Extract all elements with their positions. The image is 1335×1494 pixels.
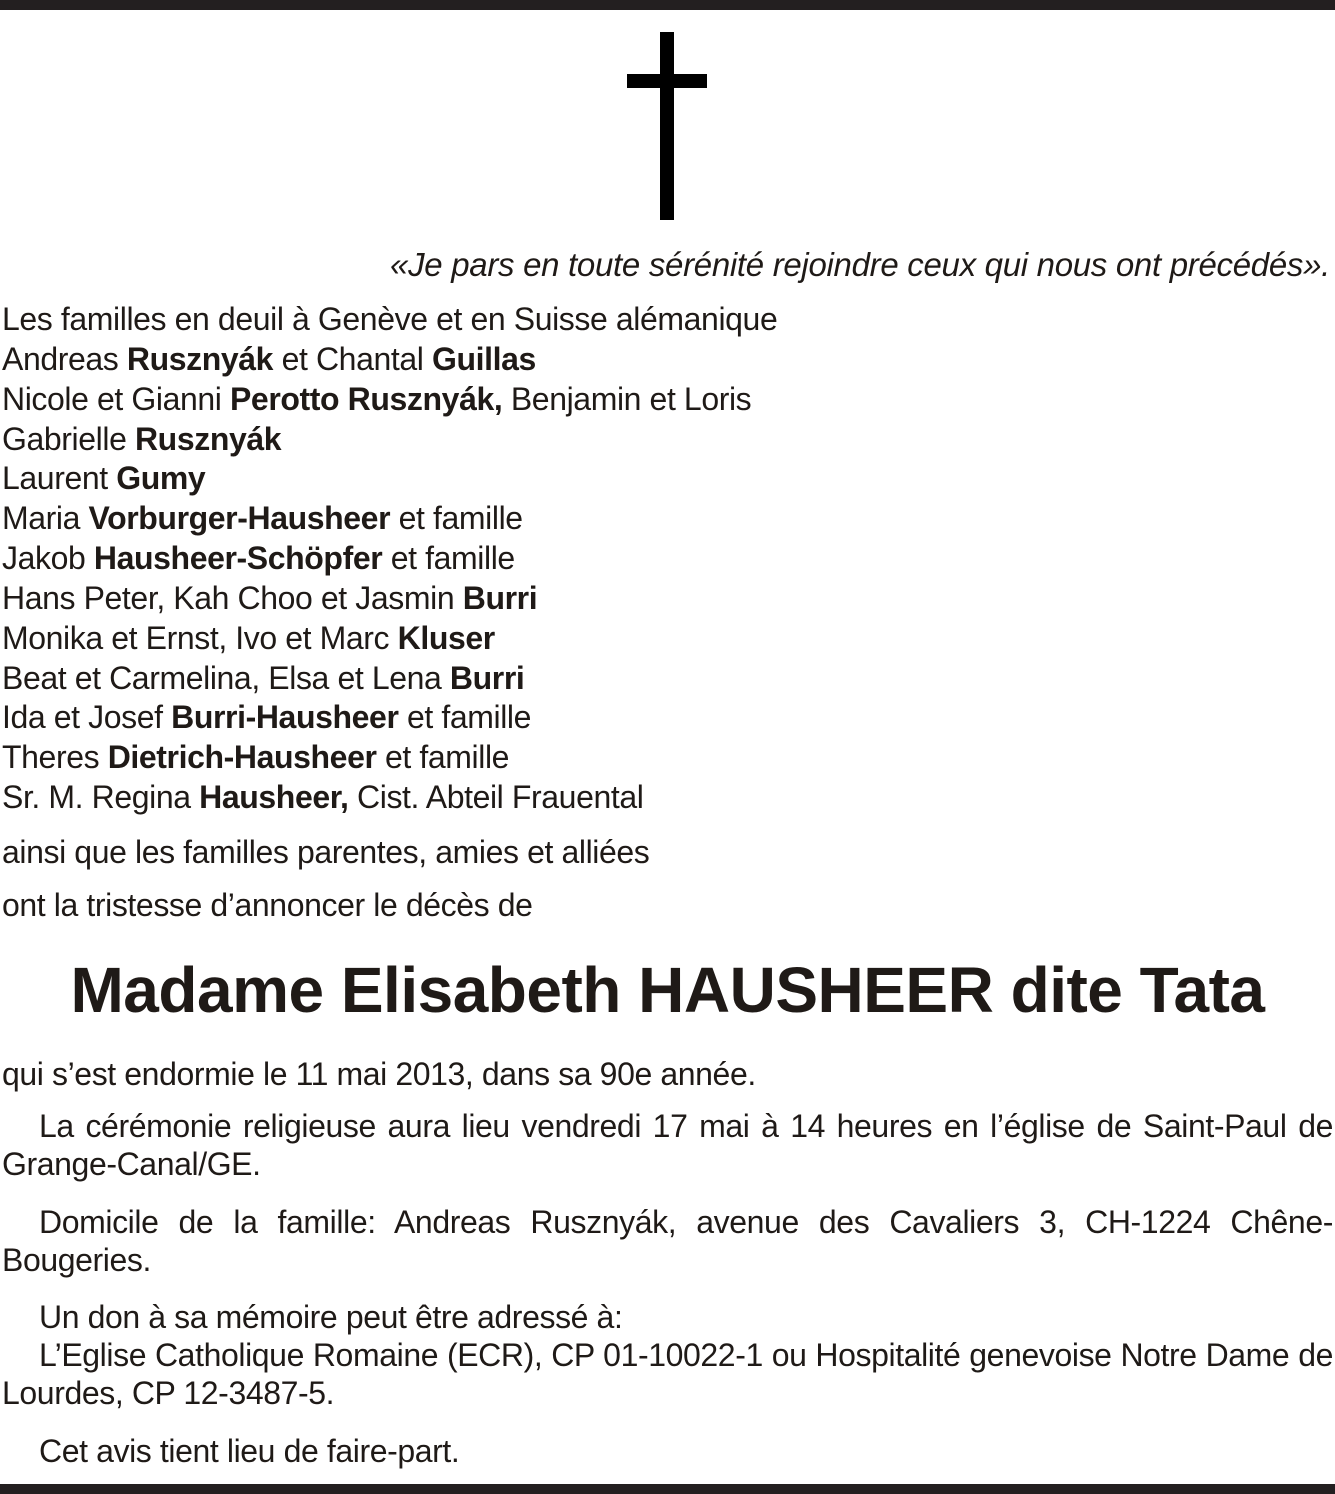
family-line: Gabrielle Rusznyák: [2, 420, 282, 457]
family-line: Andreas Rusznyák et Chantal Guillas: [2, 340, 536, 377]
family-line: Sr. M. Regina Hausheer, Cist. Abteil Frauental: [2, 779, 644, 816]
family-line: Theres Dietrich-Hausheer et famille: [2, 739, 510, 776]
donation-intro: Un don à sa mémoire peut être adressé à:: [39, 1299, 623, 1335]
relatives-line: ainsi que les familles parentes, amies et alliées: [2, 834, 650, 870]
family-line: Jakob Hausheer-Schöpfer et famille: [2, 540, 515, 577]
family-line: Maria Vorburger-Hausheer et famille: [2, 500, 523, 537]
donation-detail: L’Eglise Catholique Romaine (ECR), CP 01-10022-1 ou Hospitalité genevoise Notre Dame de Lourdes, CP 12-3487-5.: [2, 1337, 1333, 1411]
deceased-name: Madame Elisabeth HAUSHEER dite Tata: [70, 954, 1265, 1026]
ceremony-paragraph: La cérémonie religieuse aura lieu vendredi 17 mai à 14 heures en l’église de Saint-Paul de Grange-Canal/GE.: [2, 1108, 1333, 1182]
epigraph-quote: «Je pars en toute sérénité rejoindre ceux qui nous ont précédés».: [390, 246, 1330, 283]
closing-line: Cet avis tient lieu de faire-part.: [39, 1433, 460, 1469]
family-line: Laurent Gumy: [2, 460, 206, 497]
bottom-rule: [0, 1484, 1335, 1494]
family-line: Les familles en deuil à Genève et en Suisse alémanique: [2, 301, 778, 337]
family-line: Monika et Ernst, Ivo et Marc Kluser: [2, 619, 495, 656]
latin-cross-icon: [627, 32, 707, 220]
domicile-paragraph: Domicile de la famille: Andreas Rusznyák, avenue des Cavaliers 3, CH-1224 Chêne-Bougeries.: [2, 1204, 1333, 1278]
family-line: Hans Peter, Kah Choo et Jasmin Burri: [2, 579, 538, 616]
family-line: Ida et Josef Burri-Hausheer et famille: [2, 699, 532, 736]
announcement-line: ont la tristesse d’annoncer le décès de: [2, 887, 533, 923]
top-rule: [0, 0, 1335, 10]
family-line: Beat et Carmelina, Elsa et Lena Burri: [2, 659, 525, 696]
family-list: [2, 300, 1302, 818]
death-line: qui s’est endormie le 11 mai 2013, dans sa 90e année.: [2, 1056, 756, 1092]
family-line: Nicole et Gianni Perotto Rusznyák, Benjamin et Loris: [2, 380, 752, 417]
